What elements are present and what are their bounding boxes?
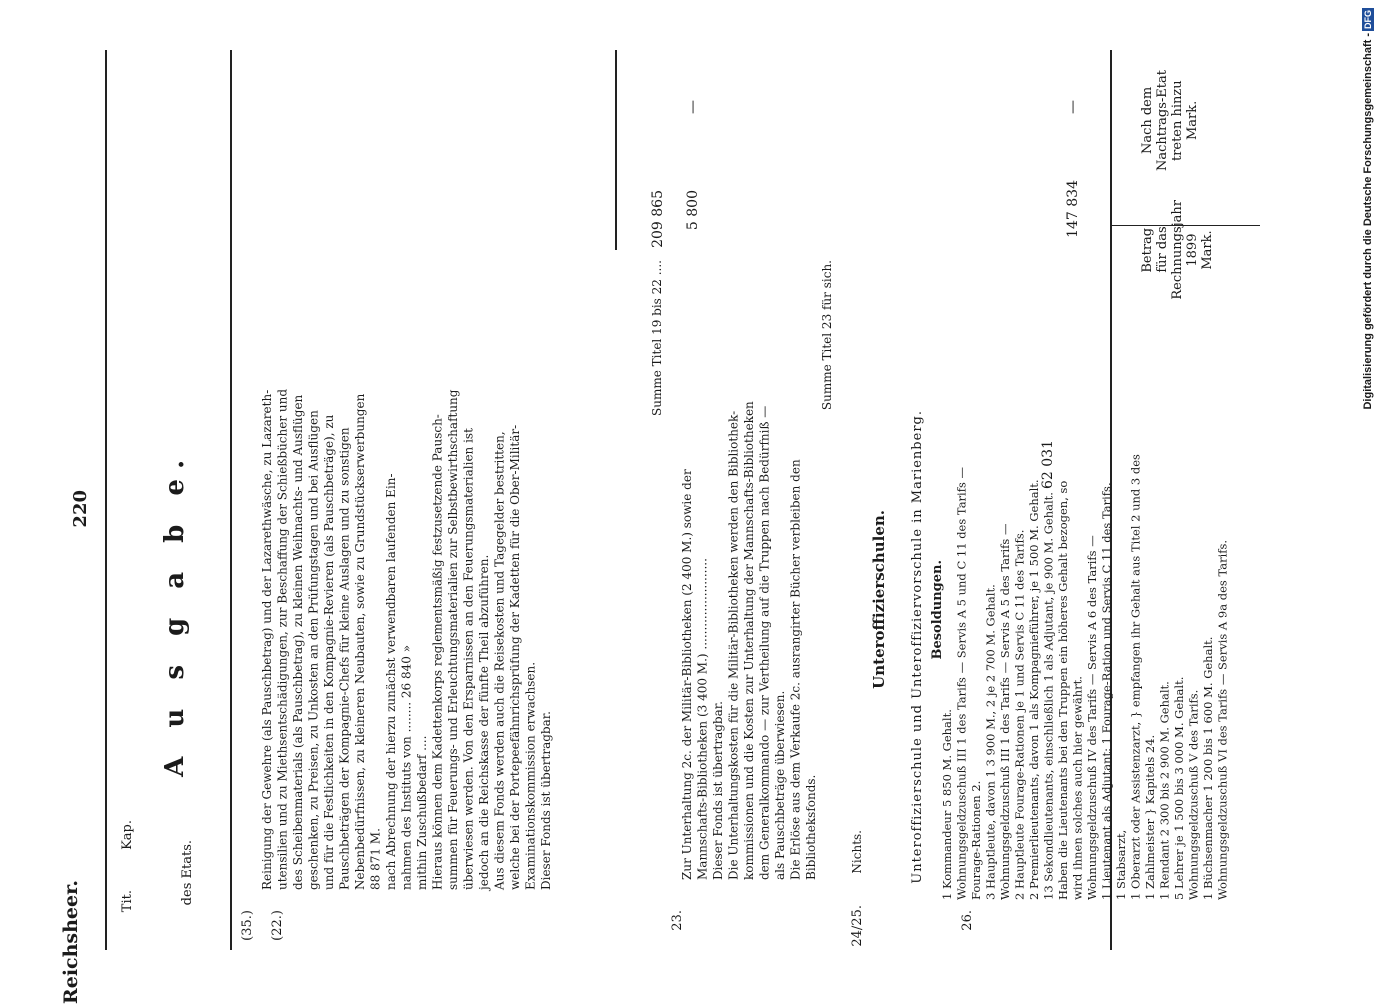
col-nachtrag-line: Nach dem xyxy=(1140,86,1155,155)
text-line: des Scheibenmaterials (als Pauschbetrag), zu kleinen Weihnachts- und Ausflügen xyxy=(291,394,305,890)
row4-lines xyxy=(940,320,1230,900)
text-line: 13 Sekondlieutenants, einschließlich 1 als Adjutant, je 900 M. Gehalt. xyxy=(1041,492,1056,900)
nachtrag-dash: — xyxy=(685,100,701,114)
tit-number: (22.) xyxy=(270,910,285,941)
nichts-text: Nichts. xyxy=(850,830,864,874)
text-line: Haben die Lieutenants bei den Truppen ein höheres Gehalt bezogen, so xyxy=(1056,480,1070,900)
text-line: 1 Zahlmeister } Kapitels 24. xyxy=(1143,734,1157,900)
text-line: 5 Lehrer je 1 500 bis 3 000 M. Gehalt. xyxy=(1172,676,1186,900)
col-kap-line: Kap. xyxy=(120,820,135,850)
text-line: 88 871 M. xyxy=(368,828,383,890)
text-line: 1 Stabsarzt, xyxy=(1114,829,1128,900)
tit-number: 26. xyxy=(960,910,975,931)
col-kap xyxy=(120,820,135,850)
text-line: Hieraus können dem Kadettenkorps reglementsmäßig festzusetzende Pausch- xyxy=(430,414,445,890)
col-tit xyxy=(120,890,135,912)
page-content xyxy=(60,30,1280,1004)
col-nachtrag-line: Mark. xyxy=(1185,100,1200,141)
col-betrag xyxy=(1140,200,1215,300)
tit-number: 24/25. xyxy=(850,905,865,947)
text-line: 1 Lieutenant als Adjutant: 1 Fourage-Ration und Servis C 11 des Tarifs. xyxy=(1099,482,1114,900)
betrag-value: 5 800 xyxy=(685,190,701,231)
text-line: Reinigung der Gewehre (als Pauschbetrag) und der Lazarethwäsche, zu Lazareth- xyxy=(260,389,274,890)
section-title-rot: A u s g a b e. xyxy=(160,450,190,777)
text-line: 1 Kommandeur 5 850 M. Gehalt. xyxy=(940,709,954,900)
text-line: Aus diesem Fonds werden auch die Reisekosten und Tagegelder bestritten, xyxy=(492,431,507,890)
page-number-rot: 220 xyxy=(70,490,91,528)
digitization-credit xyxy=(1357,8,1379,992)
text-line: Zur Unterhaltung 2c. der Militär-Bibliotheken (2 400 M.) sowie der xyxy=(680,469,694,880)
text-line: Wohnungsgeldzuschuß III 1 des Tarifs — Servis A 5 und C 11 des Tarifs — xyxy=(954,466,969,900)
col-betrag-line: Betrag xyxy=(1140,227,1155,273)
section-sub: Unteroffizierschule und Unteroffiziervorschule in Marienberg. xyxy=(910,410,925,884)
section-subhead: Besoldungen. xyxy=(930,560,945,660)
text-line: und für die Festlichkeiten in den Kompagnie-Revieren (als Pauschbeträge), zu xyxy=(322,414,336,890)
rule-kap xyxy=(230,50,232,950)
text-line: kommissionen und die Kosten zur Unterhaltung der Mannschafts-Bibliotheken xyxy=(742,401,756,880)
betrag-value-2: 62 031 xyxy=(1040,440,1056,489)
col-tit-line: Tit. xyxy=(120,890,135,913)
credit-text-wrap xyxy=(1357,8,1379,992)
text-line: 2 Premierlieutenants, davon 1 als Kompagnieführer, je 1 500 M. Gehalt. xyxy=(1027,479,1041,900)
col-betrag-line: Mark. xyxy=(1200,230,1215,270)
sum-value: 209 865 xyxy=(650,190,666,248)
rotated-page-flat xyxy=(60,30,1280,1004)
text-line: nach Abrechnung der hierzu zunächst verwendbaren laufenden Ein- xyxy=(384,473,398,890)
text-line: Wohnungsgeldzuschuß IV des Tarifs — Servis A 6 des Tarifs — xyxy=(1085,535,1099,900)
col-betrag-line: Rechnungsjahr xyxy=(1170,200,1185,300)
text-line: Mannschafts-Bibliotheken (3 400 M.) ........................ xyxy=(695,558,710,880)
text-line: 1 Oberarzt oder Assistenzarzt, } empfangen ihr Gehalt aus Titel 2 und 3 des xyxy=(1128,454,1143,900)
rule-left xyxy=(105,50,107,950)
row1-lines xyxy=(260,270,555,890)
text-line: Wohnungsgeldzuschuß III 1 des Tarifs — Servis A 5 des Tarifs — xyxy=(998,523,1012,900)
kap-number: (35.) xyxy=(240,910,255,941)
tit-number: 23. xyxy=(670,910,685,931)
section-heading: Unteroffizierschulen. xyxy=(870,510,888,689)
nachtrag-dash: — xyxy=(1065,100,1081,114)
col-nachtrag-line: treten hinzu xyxy=(1170,80,1185,161)
col-betrag-line: für das xyxy=(1155,226,1170,273)
text-line: nahmen des Instituts von ........ 26 840 » xyxy=(399,644,414,890)
text-line: Bibliotheksfonds. xyxy=(804,774,818,880)
text-line: überwiesen werden. Von den Ersparnissen an den Feuerungsmaterialien ist xyxy=(461,428,476,890)
running-header-rot: Reichsheer. xyxy=(60,880,82,1004)
sum-label: Summe Titel 19 bis 22 .... xyxy=(650,260,664,416)
text-line: mithin Zuschußbedarf .... xyxy=(415,735,429,890)
text-line: Dieser Fonds ist übertragbar. xyxy=(711,701,725,880)
col-nachtrag xyxy=(1140,70,1200,171)
text-line: Fourage-Rationen 2. xyxy=(969,780,983,900)
text-line: geschenken, zu Preisen, zu Unkosten an den Prüfungstagen und bei Ausflügen xyxy=(306,410,321,890)
text-line: wird ihnen solches auch hier gewährt. xyxy=(1070,676,1085,900)
text-line: 2 Hauptleute Fourage-Rationen je 1 und Servis C 11 des Tarifs. xyxy=(1012,529,1027,900)
text-line: jedoch an die Reichskasse der fünfte Theil abzuführen. xyxy=(477,554,491,890)
col-nachtrag-line: Nachtrags-Etat xyxy=(1155,70,1170,172)
col-des-etats xyxy=(180,840,195,905)
text-line: dem Generalkommando — zur Vertheilung auf die Truppen nach Bedürfniß — xyxy=(757,405,772,880)
sum-label: Summe Titel 23 für sich. xyxy=(820,260,834,411)
col-betrag-line: 1899 xyxy=(1185,233,1200,267)
text-line: utensilien und zu Miethsentschädigungen, zur Beschaffung der Schießbücher und xyxy=(275,388,290,890)
credit-text: Digitalisierung gefördert durch die Deutsche Forschungsgemeinschaft - xyxy=(1362,33,1374,410)
text-line: Dieser Fonds ist übertragbar. xyxy=(539,711,553,890)
text-line: 1 Rendant 2 300 bis 2 900 M. Gehalt. xyxy=(1157,681,1172,900)
text-line: Wohnungsgeldzuschuß V des Tarifs. xyxy=(1186,689,1201,900)
text-line: Nebenbedürfnissen, zu kleineren Neubauten, sowie zu Grundstückserwerbungen xyxy=(353,393,367,890)
text-line: Die Erlöse aus dem Verkaufe 2c. ausrangirter Bücher verbleiben den xyxy=(788,459,803,880)
text-line: Examinationskommission erwachsen. xyxy=(523,661,538,890)
row2-lines xyxy=(680,260,820,880)
rule-row-sep xyxy=(615,50,617,250)
text-line: Pauschbeträgen der Kompagnie-Chefs für kleine Auslagen und zu sonstigen xyxy=(337,427,352,890)
text-line: welche bei der Portepeefähnrichsprüfung der Kadetten für die Ober-Militär- xyxy=(508,424,522,890)
col-des-etats-line: des Etats. xyxy=(180,840,195,906)
dfg-logo: DFG xyxy=(1363,10,1373,29)
text-line: Die Unterhaltungskosten für die Militär-Bibliotheken werden den Bibliothek- xyxy=(726,410,741,880)
text-line: als Pauschbeträge überwiesen. xyxy=(773,690,787,880)
text-line: summen für Feuerungs- und Erleuchtungsmaterialien zur Selbstbewirthschaftung xyxy=(446,389,460,890)
text-line: 3 Hauptleute, davon 1 3 900 M., 2 je 2 700 M. Gehalt. xyxy=(983,584,998,900)
betrag-value: 147 834 xyxy=(1065,180,1081,238)
text-line: 1 Büchsenmacher 1 200 bis 1 600 M. Gehalt. xyxy=(1201,636,1215,900)
text-line: Wohnungsgeldzuschuß VI des Tarifs — Servis A 9a des Tarifs. xyxy=(1215,539,1230,900)
